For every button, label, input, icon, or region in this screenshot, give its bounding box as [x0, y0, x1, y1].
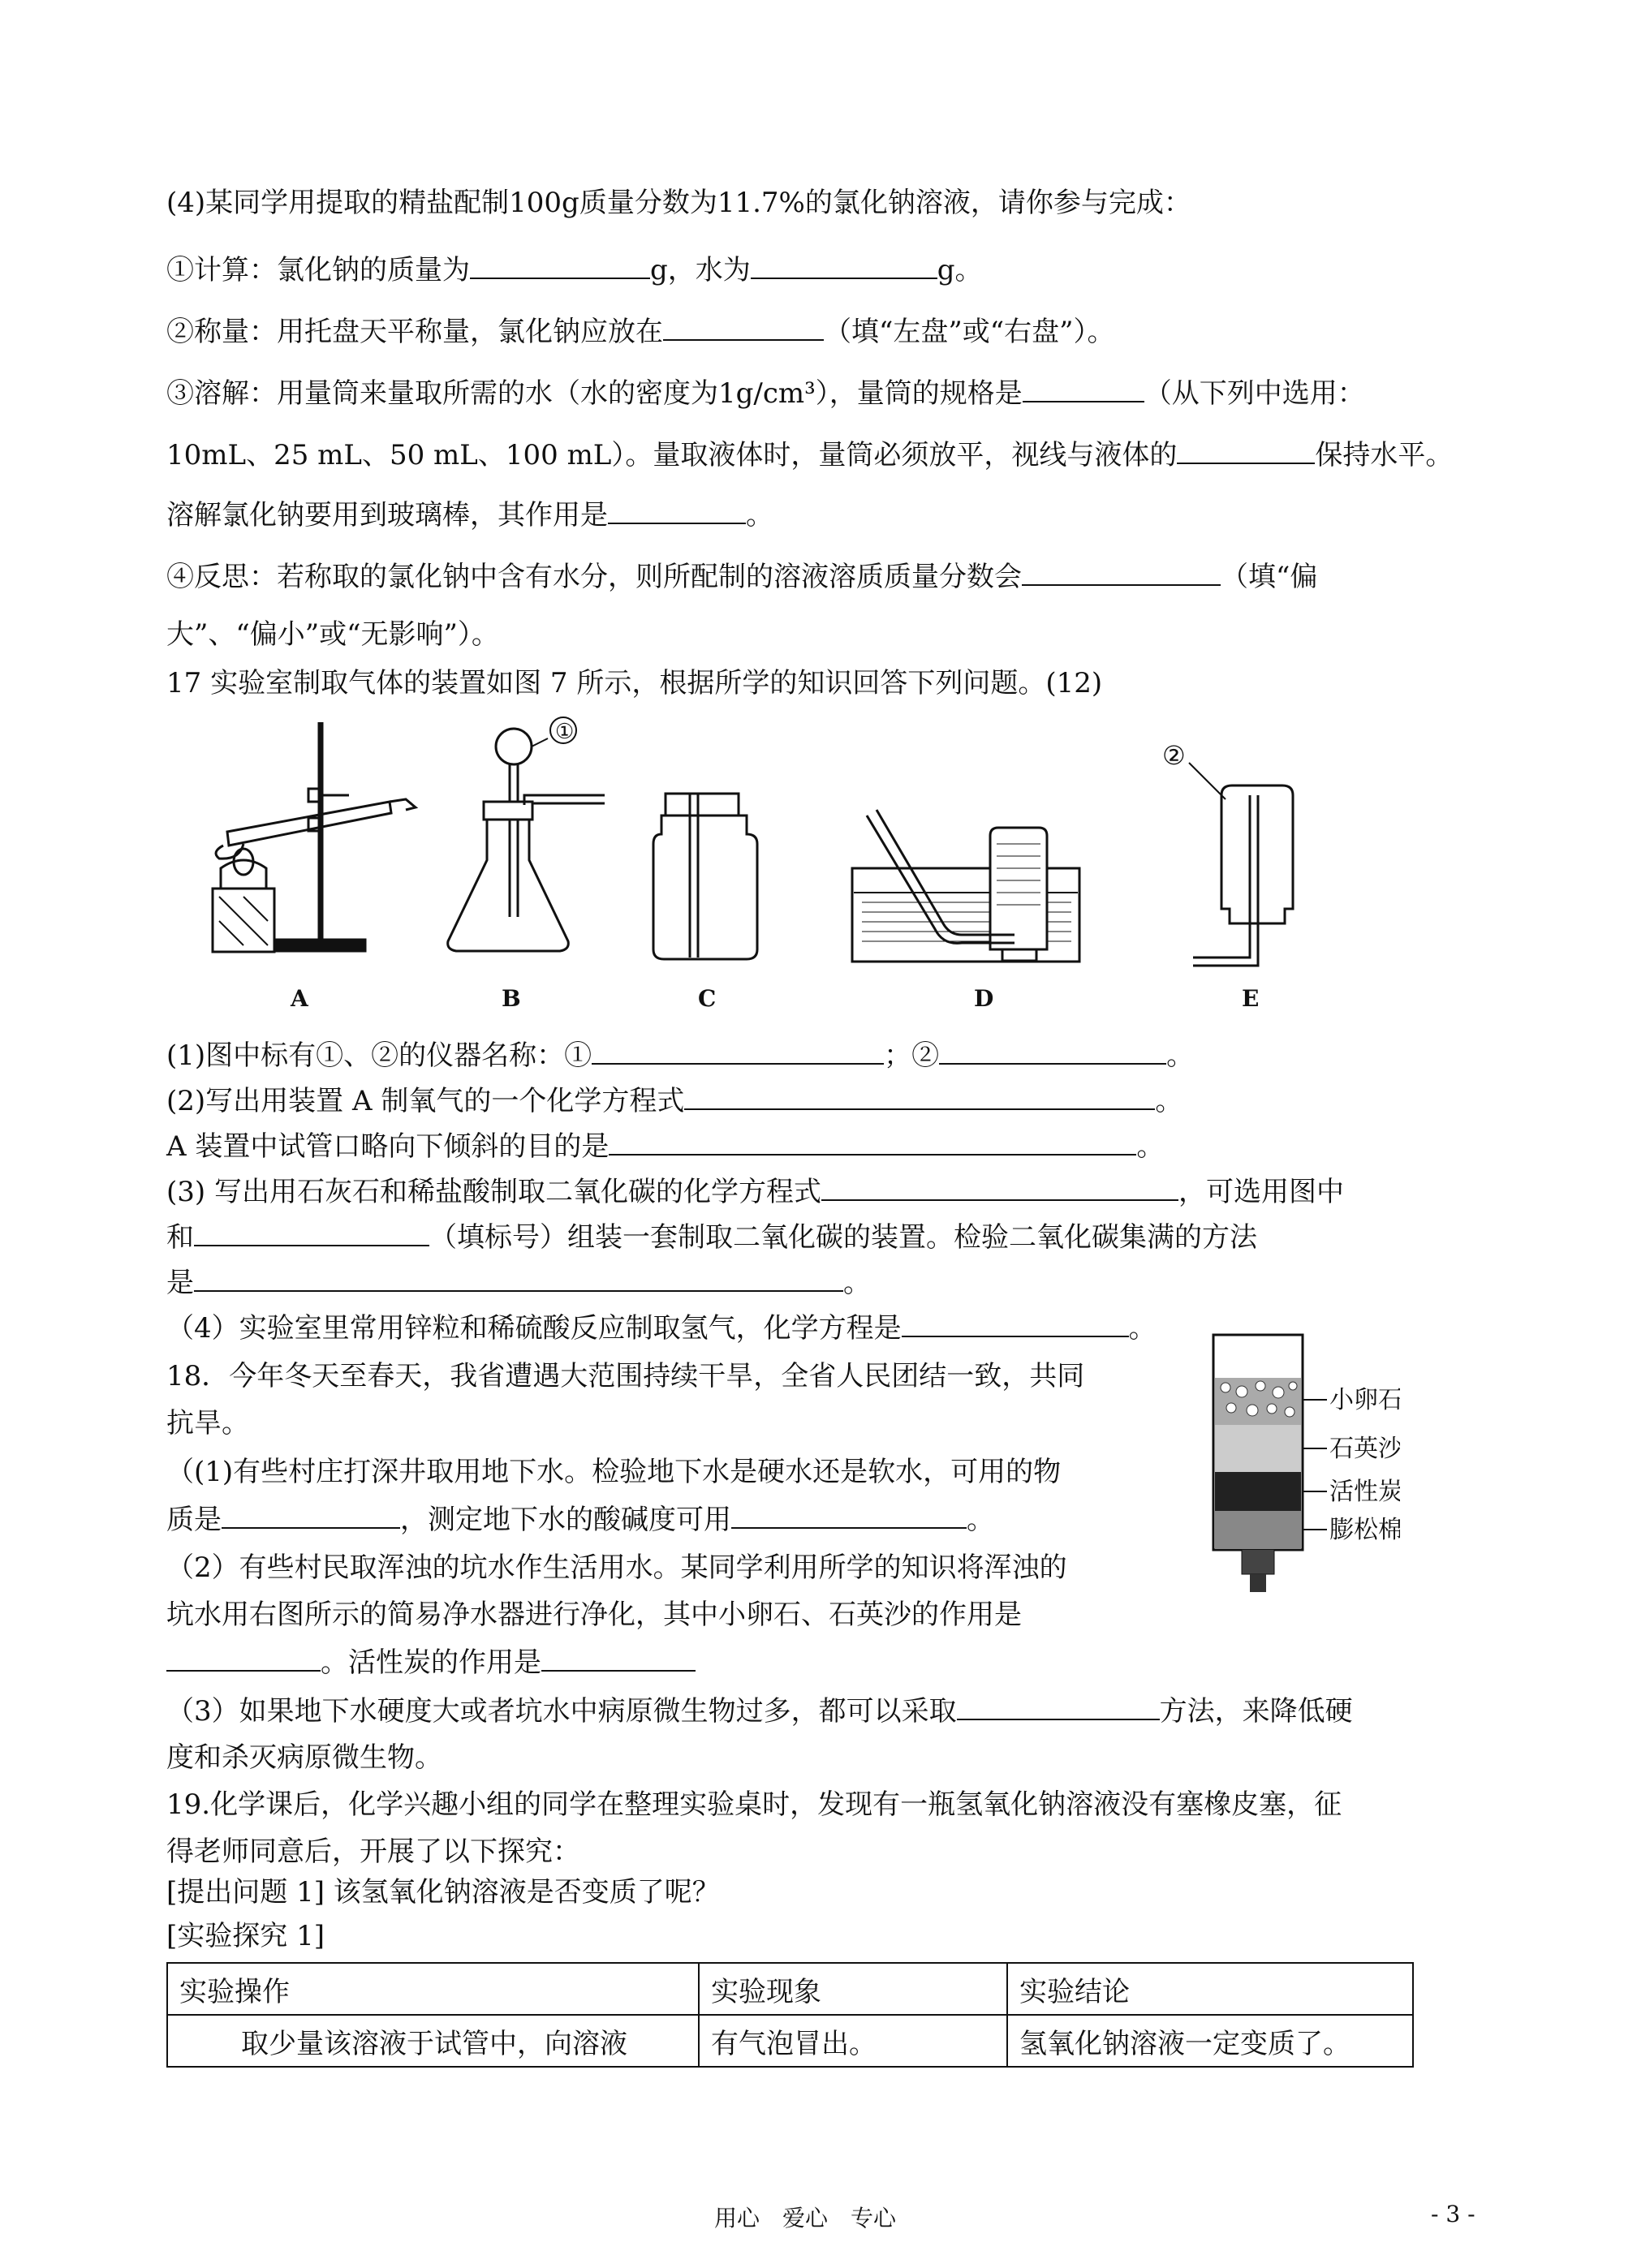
q17-s2 — [166, 1084, 1183, 1117]
experiment-table — [166, 1962, 1414, 2068]
q17-s2b — [166, 1130, 1164, 1163]
answer-blank[interactable] — [731, 1503, 967, 1529]
text: 。 — [746, 499, 773, 531]
marker-2: ② — [1162, 740, 1186, 771]
text: ，测定地下水的酸碱度可用 — [400, 1504, 731, 1536]
table-cell: 氢氧化钠溶液一定变质了。 — [1007, 2015, 1413, 2067]
label-b: B — [502, 985, 521, 1012]
q16-dissolve-line — [166, 377, 1365, 410]
text: 。 — [843, 1267, 871, 1299]
text: 10mL、25 mL、50 mL、100 mL）。量取液体时，量筒必须放平，视线与液体的 — [166, 439, 1178, 471]
answer-blank[interactable] — [609, 1130, 1136, 1156]
q19-explore: [实验探究 1] — [166, 1920, 325, 1952]
q16-reflect-line-2: 大”、“偏小”或“无影响”）。 — [166, 618, 499, 651]
text: ①计算：氯化钠的质量为 — [166, 254, 470, 286]
q19-title-1: 19.化学课后，化学兴趣小组的同学在整理实验桌时，发现有一瓶氢氧化钠溶液没有塞橡皮塞，征 — [166, 1788, 1342, 1821]
text: (3) 写出用石灰石和稀盐酸制取二氧化碳的化学方程式 — [166, 1176, 821, 1208]
footer-motto: 用心 爱心 专心 — [714, 2205, 897, 2231]
answer-blank[interactable] — [470, 253, 650, 279]
q18-s3 — [166, 1694, 1353, 1728]
q18-s2c — [166, 1646, 696, 1679]
q16-dissolve-line-2 — [166, 438, 1453, 471]
text: ④反思：若称取的氯化钠中含有水分，则所配制的溶液溶质质量分数会 — [166, 561, 1022, 593]
q17-s3c — [166, 1266, 871, 1299]
answer-blank[interactable] — [1177, 438, 1315, 464]
text: （填“偏 — [1221, 561, 1318, 593]
text: (1)图中标有①、②的仪器名称：① — [166, 1039, 592, 1072]
text: 。 — [967, 1504, 994, 1536]
answer-blank[interactable] — [1022, 560, 1221, 586]
table-cell: 有气泡冒出。 — [699, 2015, 1007, 2067]
text: (2)写出用装置 A 制氧气的一个化学方程式 — [166, 1085, 685, 1117]
table-header: 实验结论 — [1007, 1963, 1413, 2015]
q17-title: 17 实验室制取气体的装置如图 7 所示，根据所学的知识回答下列问题。(12) — [166, 667, 1103, 699]
label-c: C — [698, 985, 717, 1012]
answer-blank[interactable] — [541, 1646, 696, 1672]
text: 。 — [1166, 1039, 1195, 1072]
answer-blank[interactable] — [194, 1266, 843, 1292]
text: A 装置中试管口略向下倾斜的目的是 — [166, 1130, 610, 1163]
answer-blank[interactable] — [166, 1646, 321, 1672]
q18-s3b: 度和杀灭病原微生物。 — [166, 1741, 442, 1774]
q16-dissolve-line-3 — [166, 498, 773, 531]
text: （4）实验室里常用锌粒和稀硫酸反应制取氢气，化学方程是 — [166, 1312, 902, 1345]
text: 。 — [1155, 1085, 1183, 1117]
answer-blank[interactable] — [608, 498, 746, 524]
q18-s2b: 坑水用右图所示的简易净水器进行净化，其中小卵石、石英沙的作用是 — [166, 1599, 1022, 1631]
table-header: 实验现象 — [699, 1963, 1007, 2015]
answer-blank[interactable] — [194, 1220, 429, 1246]
apparatus-e — [1189, 763, 1293, 966]
q18-s1: （(1)有些村庄打深井取用地下水。检验地下水是硬水还是软水，可用的物 — [166, 1456, 1062, 1488]
page-number: - 3 - — [1431, 2201, 1475, 2227]
text: ，可选用图中 — [1178, 1176, 1344, 1208]
text: 是 — [166, 1267, 194, 1299]
text: （3）如果地下水硬度大或者坑水中病原微生物过多，都可以采取 — [166, 1695, 957, 1728]
answer-blank[interactable] — [663, 315, 824, 341]
filter-label: 活性炭 — [1329, 1478, 1400, 1506]
q17-s3b — [166, 1220, 1257, 1254]
text: 质是 — [166, 1504, 222, 1536]
answer-blank[interactable] — [592, 1039, 884, 1065]
q16-reflect-line — [166, 560, 1317, 593]
answer-blank[interactable] — [939, 1039, 1166, 1065]
text: 。活性炭的作用是 — [321, 1646, 541, 1679]
apparatus-b — [448, 717, 605, 951]
q18-title-1: 18．今年冬天至春天，我省遭遇大范围持续干旱，全省人民团结一致，共同 — [166, 1360, 1085, 1392]
table-row — [167, 2015, 1413, 2067]
q19-question: [提出问题 1] 该氢氧化钠溶液是否变质了呢？ — [166, 1876, 720, 1909]
q17-s3 — [166, 1175, 1344, 1208]
table-header: 实验操作 — [167, 1963, 699, 2015]
label-d: D — [974, 985, 994, 1012]
q18-title-2: 抗旱。 — [166, 1407, 249, 1440]
text: g。 — [937, 254, 983, 286]
label-a: A — [291, 985, 308, 1012]
answer-blank[interactable] — [751, 253, 937, 279]
text: 溶解氯化钠要用到玻璃棒，其作用是 — [166, 499, 608, 531]
answer-blank[interactable] — [684, 1084, 1155, 1110]
text: （从下列中选用： — [1144, 377, 1365, 410]
text: g，水为 — [650, 254, 751, 286]
text: 保持水平。 — [1315, 439, 1454, 471]
apparatus-a — [213, 722, 416, 952]
text: 方法，来降低硬 — [1159, 1695, 1353, 1728]
q16-calc-line — [166, 253, 983, 286]
filter-label: 膨松棉 — [1329, 1516, 1400, 1544]
filter-label: 小卵石 — [1329, 1386, 1400, 1414]
text: 。 — [1136, 1130, 1165, 1163]
filter-label: 石英沙 — [1329, 1435, 1400, 1463]
answer-blank[interactable] — [902, 1311, 1129, 1337]
q17-s4 — [166, 1311, 1157, 1345]
label-e: E — [1242, 985, 1260, 1012]
water-filter-figure — [1197, 1331, 1400, 1599]
table-header-row — [167, 1963, 1413, 2015]
q18-s1b — [166, 1503, 994, 1536]
table-cell: 取少量该溶液于试管中，向溶液 — [167, 2015, 699, 2067]
q16-weigh-line — [166, 315, 1115, 348]
text: 和 — [166, 1221, 194, 1254]
apparatus-d — [852, 810, 1079, 962]
apparatus-figure — [162, 714, 1526, 1022]
q18-s2: （2）有些村民取浑浊的坑水作生活用水。某同学利用所学的知识将浑浊的 — [166, 1551, 1067, 1584]
answer-blank[interactable] — [957, 1694, 1160, 1720]
q19-title-2: 得老师同意后，开展了以下探究： — [166, 1835, 580, 1868]
answer-blank[interactable] — [821, 1175, 1178, 1201]
answer-blank[interactable] — [1023, 377, 1144, 402]
text: ③溶解：用量筒来量取所需的水（水的密度为1g/cm³），量筒的规格是 — [166, 377, 1023, 410]
text: （填“左盘”或“右盘”）。 — [824, 316, 1115, 348]
answer-blank[interactable] — [222, 1503, 400, 1529]
marker-1: ① — [555, 720, 575, 744]
text: 。 — [1128, 1312, 1157, 1345]
text: ②称量：用托盘天平称量，氯化钠应放在 — [166, 316, 663, 348]
text: ；② — [884, 1039, 940, 1072]
text: （填标号）组装一套制取二氧化碳的装置。检验二氧化碳集满的方法 — [429, 1221, 1257, 1254]
q16-4-title: (4)某同学用提取的精盐配制100g质量分数为11.7%的氯化钠溶液，请你参与完成： — [166, 187, 1191, 219]
apparatus-c — [653, 794, 757, 959]
q17-s1 — [166, 1039, 1194, 1072]
